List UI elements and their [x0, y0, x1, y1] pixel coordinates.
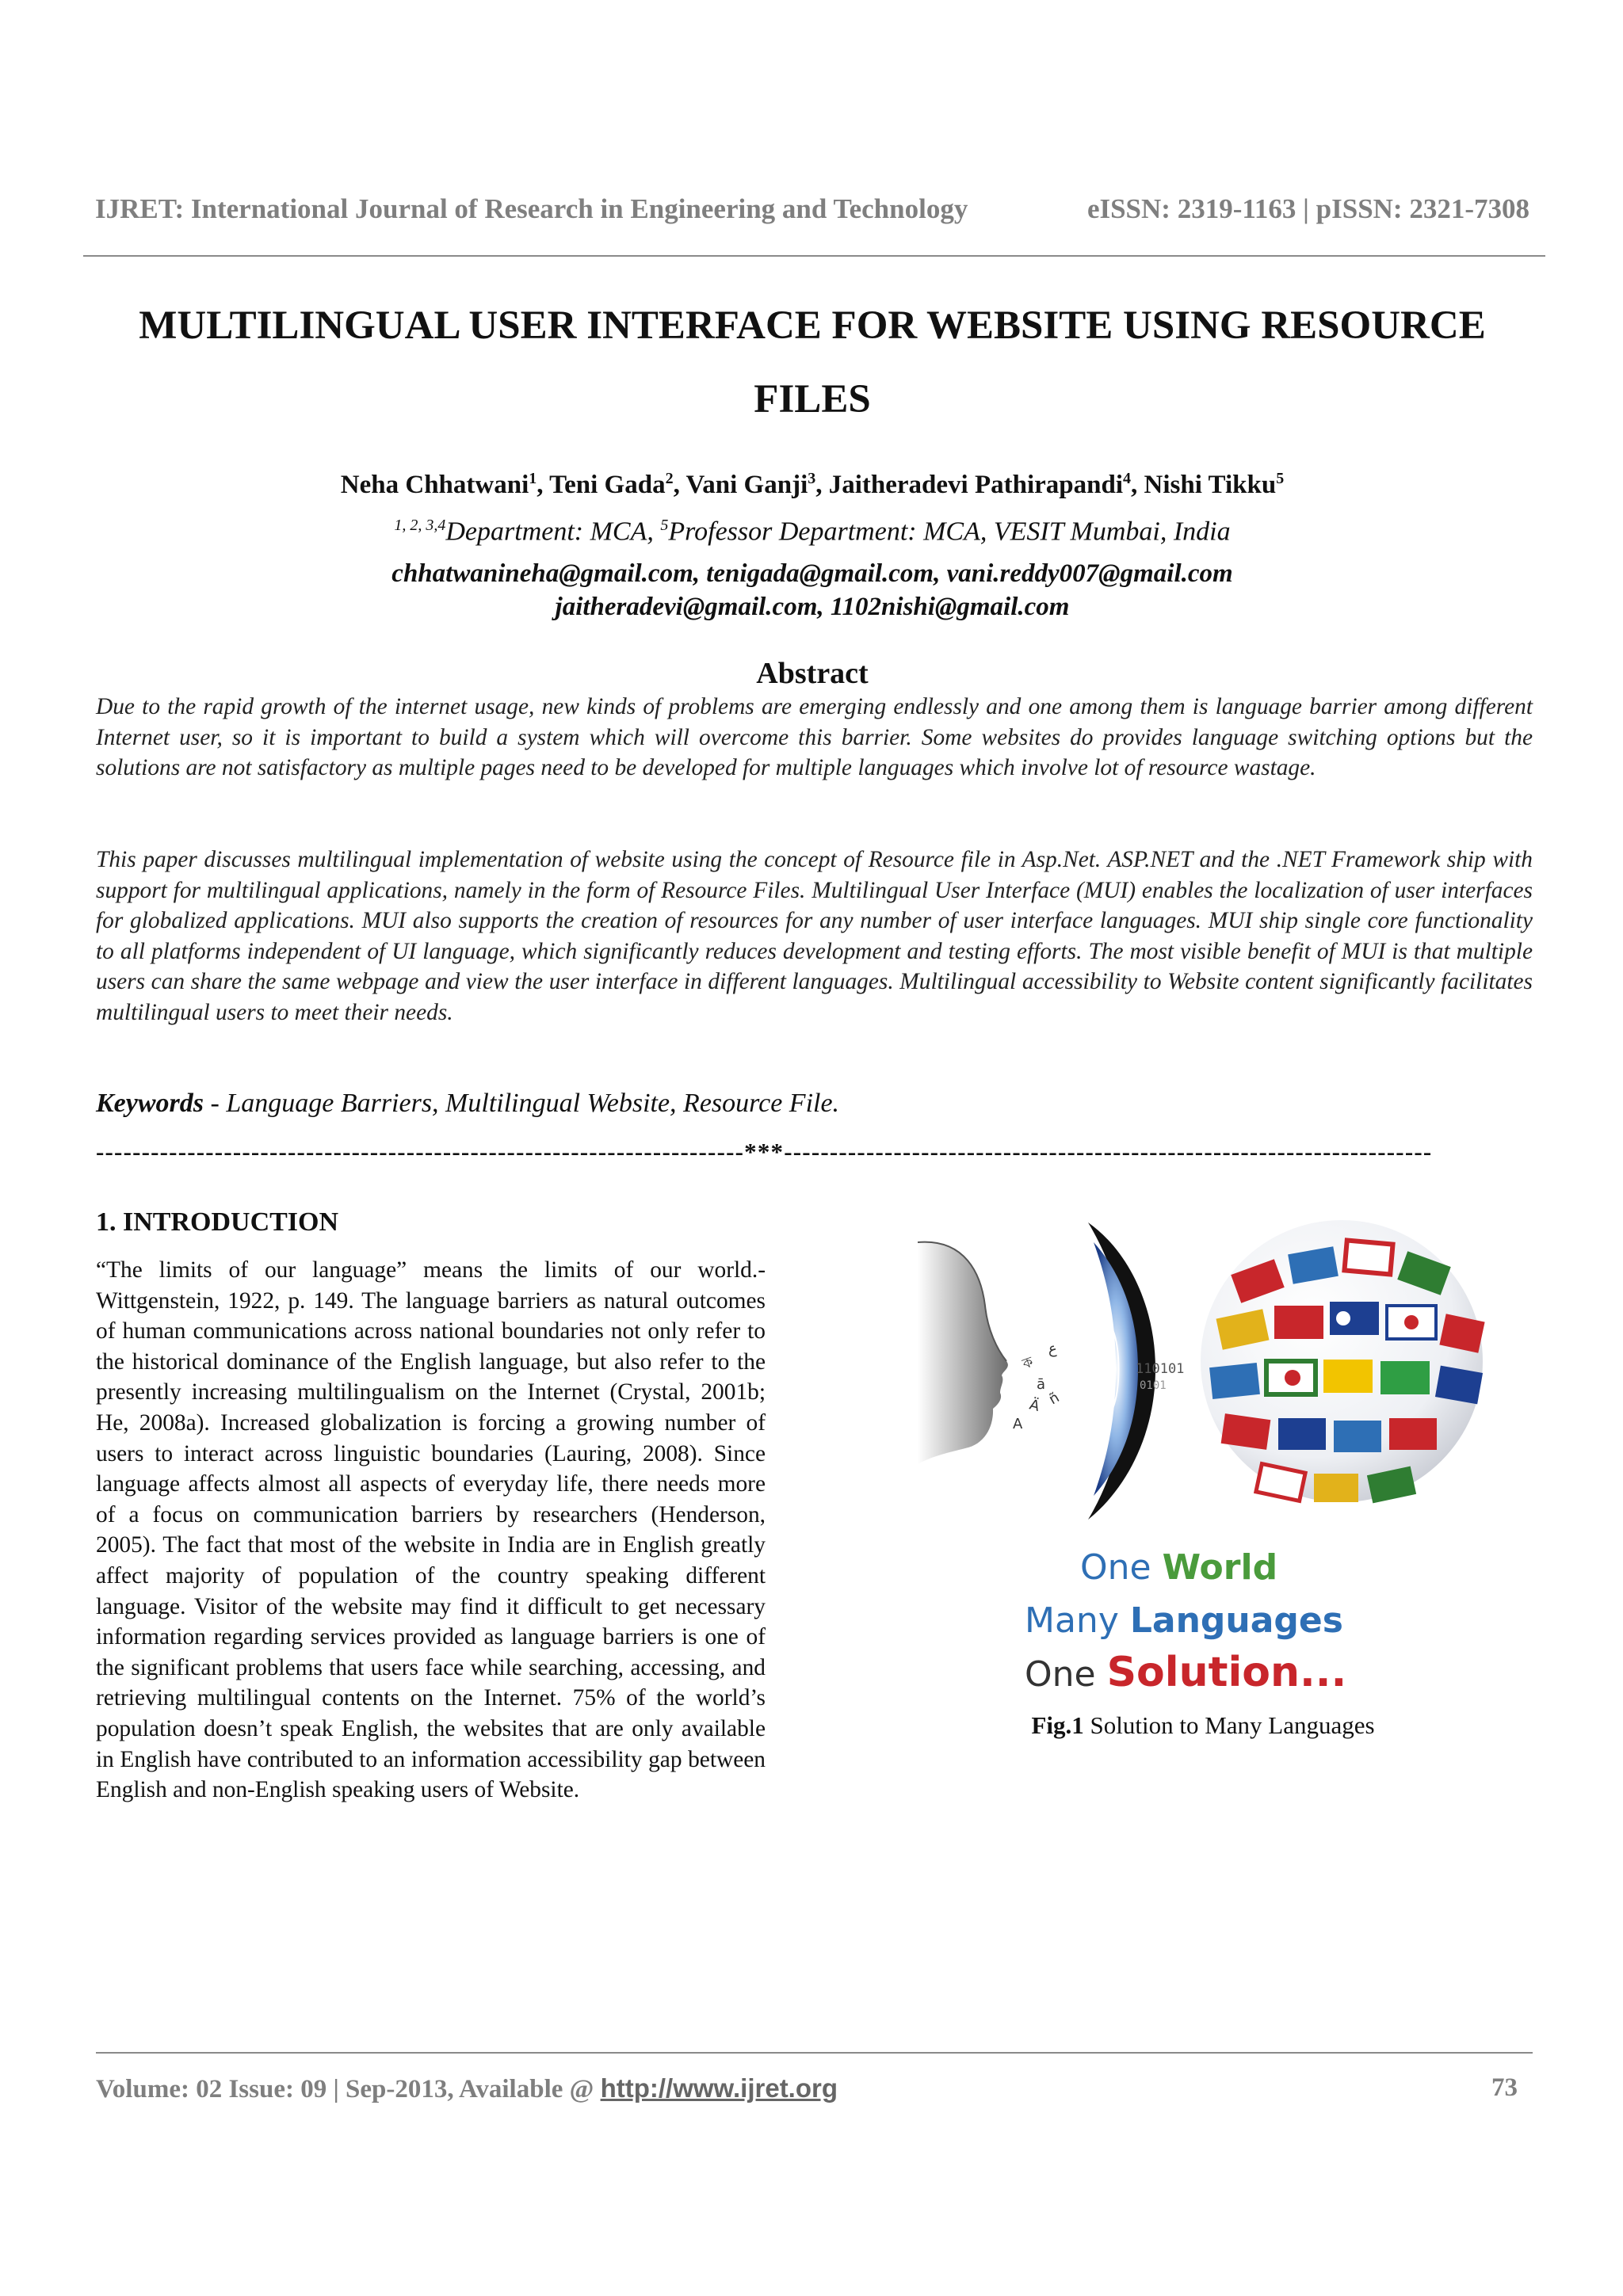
- slogan-word: One: [1080, 1547, 1151, 1588]
- abstract-paragraph: This paper discusses multilingual implementation of website using the concept of Resource file in Asp.Net. ASP.NET and the .NET Framework ship with support for multilingual applications, namely in the form of Resource Files. Multilingual User Interface (MUI) enables the localization of user interfaces for globalized applications. MUI also supports the creation of resources for any number of user interface languages. MUI ship single core functionality to all platforms independent of UI language, which significantly reduces development and testing efforts. The most visible benefit of MUI is that multiple users can share the same webpage and view the user interface in different languages. Multilingual accessibility to Website content significantly facilitates multilingual users to meet their needs.: [96, 847, 1533, 1025]
- svg-text:Many Languages: [1025, 1600, 1343, 1641]
- slogan: [1025, 1547, 1346, 1694]
- svg-text:Ä: Ä: [1027, 1396, 1042, 1416]
- figure-caption: [918, 1711, 1488, 1740]
- author-name: Nishi Tikku: [1144, 471, 1277, 499]
- figure-svg: [918, 1219, 1488, 1694]
- issn-numbers: eISSN: 2319-1163 | pISSN: 2321-7308: [1086, 193, 1529, 224]
- title-line-2: FILES: [754, 377, 871, 421]
- binary-digits: 110101: [1136, 1361, 1185, 1377]
- footer-text: Volume: 02 Issue: 09 | Sep-2013, Available @: [96, 2075, 601, 2103]
- keywords-text: - Language Barriers, Multilingual Website, Resource File.: [204, 1089, 840, 1118]
- author-index: 5: [1276, 470, 1285, 487]
- affiliation-index: 5: [660, 517, 669, 534]
- slogan-word: One: [1025, 1654, 1096, 1694]
- figure-illustration: [918, 1219, 1488, 1694]
- footer-volume-info: [96, 2073, 838, 2104]
- figure-caption-text: Solution to Many Languages: [1083, 1711, 1375, 1739]
- introduction-paragraph: “The limits of our language” means the limits of our world.- Wittgenstein, 1922, p. 149. The language barriers as natural outcomes of human communications across national boundaries not only refer to the historical dominance of the English language, but also refer to the presently increasing multilingualism on the Internet (Crystal, 2001b; He, 2008a). Increased globalization is forcing a growing number of users to interact across linguistic boundaries (Lauring, 2008). Since language affects almost all aspects of everyday life, there needs more of a focus on communication barriers by researchers (Henderson, 2005). The fact that most of the website in India are in English greatly affect majority of population of the country speaking different language. Visitor of the website may find it difficult to get necessary information regarding services provided as language barriers is one of the significant problems that users face while searching, accessing, and retrieving multilingual contents on the Internet. 75% of the world’s population doesn’t speak English, the websites that are only available in English have contributed to an information accessibility gap between English and non-English speaking users of Website.: [96, 1257, 766, 1803]
- page-number: 73: [1491, 2073, 1518, 2102]
- affiliation: [87, 517, 1537, 547]
- author-index: 1: [529, 470, 537, 487]
- svg-text:One World: [1080, 1547, 1277, 1588]
- keywords: [96, 1089, 1533, 1119]
- svg-text:ক: ক: [1020, 1353, 1036, 1373]
- author-name: Vani Ganji: [685, 471, 808, 499]
- journal-link[interactable]: http://www.ijret.org: [600, 2073, 838, 2103]
- abstract-paragraph: Due to the rapid growth of the internet usage, new kinds of problems are emerging endlessly and one among them is language barrier among different Internet user, so it is important to build a system which will overcome this barrier. Some websites do provides language switching options but the solutions are not satisfactory as multiple pages need to be developed for multiple languages which involve lot of resource wastage.: [96, 694, 1533, 780]
- author-emails: chhatwanineha@gmail.com, tenigada@gmail.com, vani.reddy007@gmail.com: [391, 559, 1233, 588]
- abstract-heading: Abstract: [756, 657, 869, 690]
- slogan-word: Solution...: [1106, 1649, 1347, 1694]
- svg-text:One Solution...: [1025, 1649, 1346, 1694]
- header-rule: [83, 255, 1545, 257]
- author-index: 4: [1123, 470, 1132, 487]
- section-heading: 1. INTRODUCTION: [96, 1207, 339, 1237]
- slogan-word: Many: [1025, 1600, 1119, 1641]
- slogan-word: Languages: [1129, 1600, 1343, 1641]
- floating-letters-icon: [1013, 1341, 1062, 1432]
- author-index: 2: [665, 470, 674, 487]
- face-profile-icon: [918, 1242, 1008, 1464]
- author-name: Neha Chhatwani: [340, 471, 529, 499]
- running-header: [95, 193, 1529, 225]
- svg-text:A: A: [1013, 1416, 1023, 1432]
- author-name: Teni Gada: [549, 471, 666, 499]
- paper-title: [87, 289, 1537, 437]
- flag-globe-icon: [1201, 1220, 1485, 1503]
- svg-text:ñ: ñ: [1046, 1389, 1063, 1409]
- author-index: 3: [808, 470, 816, 487]
- keywords-label: Keywords: [96, 1089, 204, 1118]
- affiliation-text: Professor Department: MCA, VESIT Mumbai, India: [668, 517, 1231, 547]
- title-line-1: MULTILINGUAL USER INTERFACE FOR WEBSITE USING RESOURCE: [139, 303, 1486, 348]
- author-list: Neha Chhatwani$^1$, Teni Gada$^2$, Vani Ganji$^3$, Jaitheradevi Pathirapandi$^4$, Nishi Tikku$^5$: [340, 470, 1285, 499]
- author-name: Jaitheradevi Pathirapandi: [828, 471, 1124, 499]
- affiliation-index: 1, 2, 3,4: [394, 517, 446, 534]
- affiliation-text: Department: MCA,: [445, 517, 661, 547]
- binary-digits: 0101: [1140, 1379, 1167, 1392]
- slogan-word: World: [1162, 1547, 1278, 1588]
- figure-label: Fig.1: [1031, 1711, 1084, 1739]
- footer-rule: [96, 2052, 1533, 2054]
- svg-text:ā: ā: [1037, 1376, 1046, 1393]
- author-emails: jaitheradevi@gmail.com, 1102nishi@gmail.com: [555, 593, 1070, 621]
- separator-line: -----------------------------------------------------------------------***-----------------------------------------------------------------------: [96, 1138, 1433, 1165]
- svg-text:ع: ع: [1048, 1341, 1057, 1357]
- journal-name: IJRET: International Journal of Research in Engineering and Technology: [95, 193, 968, 224]
